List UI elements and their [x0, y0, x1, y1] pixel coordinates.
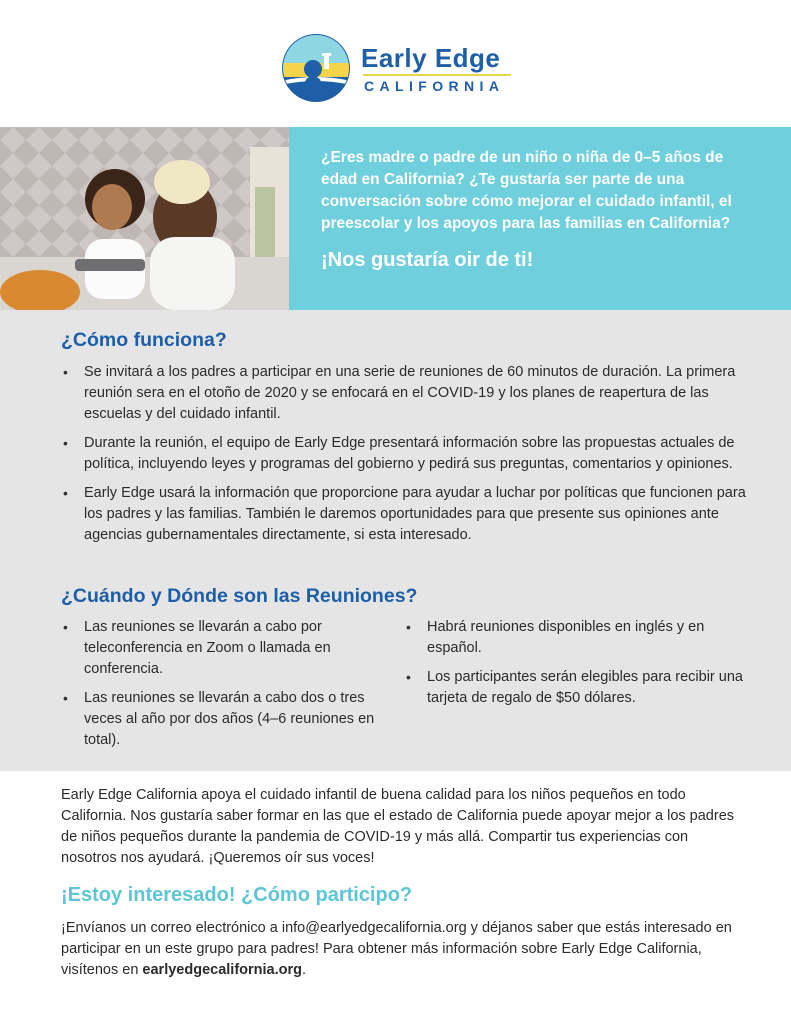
hero-cta: ¡Nos gustaría oir de ti!: [321, 249, 534, 271]
logo-divider: [363, 74, 511, 76]
logo-emblem-icon: [281, 33, 351, 103]
contact-text: ¡Envíanos un correo electrónico a info@earlyedgecalifornia.org y déjanos saber que estás interesado en participar en un este grupo para padres! Para obtener más información sobre Early Edge California, visítenos en: [61, 920, 732, 978]
list-item: • Los participantes serán elegibles para recibir una tarjeta de regalo de $50 dólares.: [403, 667, 753, 709]
list-item: • Habrá reuniones disponibles en inglés y en español.: [403, 617, 753, 659]
about-paragraph: Early Edge California apoya el cuidado infantil de buena calidad para los niños pequeños en todo California. Nos gustaría saber formar en las que el estado de California puede apoyar mejor a los padres de niños pequeños durante la pandemia de COVID-19 y más allá. Compartir tus experiencias con nosotros nos ayudará. ¡Queremos oír sus voces!: [61, 787, 735, 866]
hero-question: ¿Eres madre o padre de un niño o niña de 0–5 años de edad en California? ¿Te gustaría ser parte de una conversación sobre cómo mejorar el cuidado infantil, el preescolar y los apoyos para las familias en California?: [321, 149, 732, 232]
family-photo: [0, 127, 289, 310]
logo-name: Early Edge: [361, 43, 501, 73]
when-title: ¿Cuándo y Dónde son las Reuniones?: [61, 585, 418, 607]
list-item: • Las reuniones se llevarán a cabo por teleconferencia en Zoom o llamada en conferencia.: [60, 617, 390, 680]
when-list-left: [60, 617, 390, 759]
hero-banner: [289, 127, 791, 310]
when-list-right: [403, 617, 753, 717]
contact-end: .: [301, 962, 307, 978]
list-item: • Early Edge usará la información que proporcione para ayudar a luchar por políticas que funcionen para los padres y las familias. También le daremos oportunidades para que presente sus opiniones ante agencias gubernamentales directamente, si esta interesado.: [60, 483, 760, 546]
list-item: • Durante la reunión, el equipo de Early Edge presentará información sobre las propuestas actuales de política, incluyendo leyes y programas del gobierno y pedirá sus preguntas, comentarios y opiniones.: [60, 433, 760, 475]
how-list: [60, 362, 760, 554]
photo-illustration: [0, 127, 289, 310]
how-title: ¿Cómo funciona?: [61, 329, 227, 351]
early-edge-logo: [281, 33, 521, 105]
website-link[interactable]: earlyedgecalifornia.org: [142, 962, 302, 978]
logo-subname: CALIFORNIA: [364, 78, 505, 94]
list-item: • Se invitará a los padres a participar en una serie de reuniones de 60 minutos de duración. La primera reunión sera en el otoño de 2020 y se enfocará en el COVID-19 y los planes de reapertura de las escuelas y del cuidado infantil.: [60, 362, 760, 425]
interested-title: ¡Estoy interesado! ¿Cómo participo?: [61, 884, 413, 906]
list-item: • Las reuniones se llevarán a cabo dos o tres veces al año por dos años (4–6 reuniones en total).: [60, 688, 390, 751]
contact-paragraph: [61, 918, 741, 981]
info-section: [0, 310, 791, 771]
